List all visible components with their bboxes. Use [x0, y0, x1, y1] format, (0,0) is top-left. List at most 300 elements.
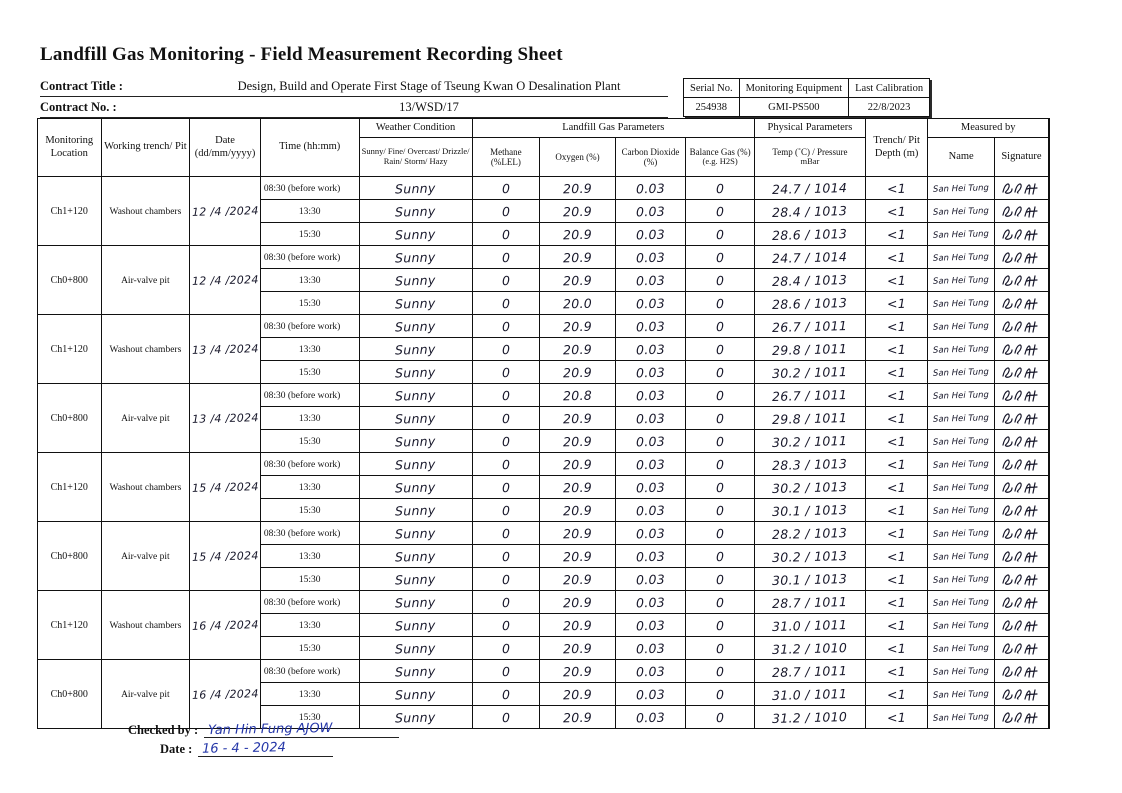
- name-cell: [928, 660, 995, 683]
- signature-cell: [994, 660, 1049, 683]
- header-balance-line1: Balance Gas (%): [689, 146, 751, 157]
- methane-cell: [472, 292, 540, 315]
- header-temp-line2: mBar: [800, 156, 820, 167]
- depth-cell-value: <1: [886, 571, 907, 587]
- balance-cell-value: 0: [715, 456, 725, 472]
- co2-cell-value: 0.03: [635, 663, 666, 679]
- name-cell-value: San Hei Tung: [933, 320, 990, 333]
- name-cell-value: San Hei Tung: [933, 412, 990, 425]
- temp-pressure-cell-value: 26.7 / 1011: [772, 317, 848, 335]
- temp-pressure-cell-value: 31.0 / 1011: [772, 685, 848, 703]
- contract-no-label: Contract No. :: [40, 99, 117, 114]
- temp-pressure-cell-value: 29.8 / 1011: [772, 409, 848, 427]
- depth-cell-value: <1: [886, 180, 907, 196]
- balance-cell-value: 0: [715, 364, 725, 380]
- name-cell-value: San Hei Tung: [933, 504, 990, 517]
- equipment-table: [683, 78, 930, 117]
- temp-pressure-cell: [754, 522, 865, 545]
- depth-cell: [865, 200, 928, 223]
- depth-cell: [865, 453, 928, 476]
- name-cell: [928, 292, 995, 315]
- temp-pressure-cell-value: 24.7 / 1014: [772, 179, 848, 197]
- depth-cell: [865, 637, 928, 660]
- oxygen-cell: [540, 476, 616, 499]
- time-cell-value: 15:30: [298, 643, 321, 654]
- methane-cell: [472, 177, 540, 200]
- time-cell-value: 08:30 (before work): [263, 528, 341, 539]
- signature-cell: [994, 200, 1049, 223]
- oxygen-cell-value: 20.9: [562, 341, 593, 357]
- temp-pressure-cell: [754, 384, 865, 407]
- oxygen-cell: [540, 200, 616, 223]
- oxygen-cell: [540, 568, 616, 591]
- methane-cell: [472, 499, 540, 522]
- name-cell: [928, 246, 995, 269]
- signature-cell: [994, 407, 1049, 430]
- name-cell-value: San Hei Tung: [933, 619, 990, 632]
- oxygen-cell: [540, 591, 616, 614]
- weather-cell-value: Sunny: [395, 639, 437, 657]
- temp-pressure-cell: [754, 637, 865, 660]
- temp-pressure-cell: [754, 200, 865, 223]
- weather-cell-value: Sunny: [395, 271, 437, 289]
- date-cell: [190, 246, 261, 315]
- table-row: [38, 591, 1050, 614]
- header-balance-line2: (e.g. H2S): [702, 156, 738, 167]
- co2-cell: [615, 430, 686, 453]
- weather-cell-value: Sunny: [395, 363, 437, 381]
- time-cell: [260, 568, 359, 591]
- methane-cell-value: 0: [501, 364, 511, 380]
- oxygen-cell: [540, 246, 616, 269]
- temp-pressure-cell-value: 31.2 / 1010: [772, 708, 848, 726]
- contract-no-row: [40, 97, 668, 118]
- depth-cell: [865, 315, 928, 338]
- header-depth: Trench/ Pit Depth (m): [865, 119, 928, 177]
- working-trench-cell: [101, 522, 190, 591]
- oxygen-cell: [540, 545, 616, 568]
- co2-cell: [615, 499, 686, 522]
- monitoring-location-cell: [38, 660, 102, 729]
- time-cell: [260, 384, 359, 407]
- temp-pressure-cell: [754, 177, 865, 200]
- monitoring-location-cell-value: Ch0+800: [50, 550, 88, 562]
- depth-cell: [865, 246, 928, 269]
- depth-cell-value: <1: [886, 226, 907, 242]
- temp-pressure-cell-value: 30.2 / 1013: [772, 478, 848, 496]
- methane-cell: [472, 269, 540, 292]
- methane-cell-value: 0: [501, 226, 511, 242]
- date-cell-value: 13 /4 /2024: [192, 341, 260, 357]
- co2-cell: [615, 384, 686, 407]
- weather-cell-value: Sunny: [395, 225, 437, 243]
- methane-cell: [472, 476, 540, 499]
- balance-cell-value: 0: [715, 663, 725, 679]
- weather-cell: [359, 476, 472, 499]
- working-trench-cell: [101, 384, 190, 453]
- date-cell: [190, 384, 261, 453]
- time-cell: [260, 315, 359, 338]
- weather-cell: [359, 591, 472, 614]
- name-cell-value: San Hei Tung: [933, 251, 990, 264]
- weather-cell: [359, 338, 472, 361]
- name-cell-value: San Hei Tung: [933, 688, 990, 701]
- signature-cell: [994, 568, 1049, 591]
- balance-cell: [686, 499, 755, 522]
- signature-cell: [994, 384, 1049, 407]
- time-cell: [260, 361, 359, 384]
- methane-cell: [472, 315, 540, 338]
- working-trench-cell: [101, 315, 190, 384]
- balance-cell-value: 0: [715, 433, 725, 449]
- co2-cell-value: 0.03: [635, 226, 666, 242]
- temp-pressure-cell: [754, 269, 865, 292]
- methane-cell-value: 0: [501, 433, 511, 449]
- time-cell: [260, 246, 359, 269]
- name-cell-value: San Hei Tung: [933, 596, 990, 609]
- date-cell: [190, 660, 261, 729]
- weather-cell-value: Sunny: [395, 524, 437, 542]
- table-row: [38, 384, 1050, 407]
- name-cell: [928, 453, 995, 476]
- co2-cell: [615, 200, 686, 223]
- co2-cell-value: 0.03: [635, 318, 666, 334]
- signature-cell: [994, 591, 1049, 614]
- oxygen-cell-value: 20.9: [562, 709, 593, 725]
- co2-cell-value: 0.03: [635, 341, 666, 357]
- header-oxygen: Oxygen (%): [540, 138, 616, 177]
- signature-scribble-icon: [1000, 272, 1042, 289]
- monitoring-location-cell: [38, 384, 102, 453]
- depth-cell: [865, 683, 928, 706]
- weather-cell-value: Sunny: [395, 409, 437, 427]
- oxygen-cell: [540, 407, 616, 430]
- equipment-calibration-header: Last Calibration: [849, 79, 930, 98]
- temp-pressure-cell-value: 30.1 / 1013: [772, 570, 848, 588]
- balance-cell-value: 0: [715, 686, 725, 702]
- checked-by-row: [128, 722, 399, 738]
- balance-cell-value: 0: [715, 318, 725, 334]
- working-trench-cell-value: Air-valve pit: [121, 689, 170, 700]
- methane-cell-value: 0: [501, 548, 511, 564]
- oxygen-cell: [540, 660, 616, 683]
- name-cell: [928, 499, 995, 522]
- time-cell-value: 15:30: [298, 505, 321, 516]
- time-cell-value: 15:30: [298, 574, 321, 585]
- weather-cell-value: Sunny: [395, 616, 437, 634]
- date-cell: [190, 177, 261, 246]
- name-cell: [928, 407, 995, 430]
- methane-cell: [472, 200, 540, 223]
- time-cell: [260, 476, 359, 499]
- balance-cell: [686, 384, 755, 407]
- oxygen-cell-value: 20.9: [562, 686, 593, 702]
- oxygen-cell: [540, 430, 616, 453]
- co2-cell: [615, 568, 686, 591]
- depth-cell-value: <1: [886, 272, 907, 288]
- date-cell-value: 15 /4 /2024: [192, 548, 260, 564]
- balance-cell-value: 0: [715, 203, 725, 219]
- weather-cell-value: Sunny: [395, 248, 437, 266]
- signature-cell: [994, 614, 1049, 637]
- balance-cell: [686, 591, 755, 614]
- co2-cell-value: 0.03: [635, 502, 666, 518]
- balance-cell-value: 0: [715, 594, 725, 610]
- signature-scribble-icon: [1000, 571, 1042, 588]
- oxygen-cell: [540, 614, 616, 637]
- weather-cell: [359, 246, 472, 269]
- temp-pressure-cell-value: 29.8 / 1011: [772, 340, 848, 358]
- temp-pressure-cell-value: 28.4 / 1013: [772, 202, 848, 220]
- name-cell: [928, 568, 995, 591]
- monitoring-location-cell-value: Ch1+120: [50, 343, 88, 355]
- balance-cell: [686, 522, 755, 545]
- depth-cell-value: <1: [886, 387, 907, 403]
- monitoring-location-cell-value: Ch1+120: [50, 205, 88, 217]
- depth-cell: [865, 545, 928, 568]
- weather-cell: [359, 568, 472, 591]
- depth-cell-value: <1: [886, 502, 907, 518]
- equipment-name-header: Monitoring Equipment: [739, 79, 849, 98]
- weather-cell: [359, 637, 472, 660]
- time-cell: [260, 637, 359, 660]
- depth-cell: [865, 568, 928, 591]
- date-cell: [190, 315, 261, 384]
- co2-cell: [615, 545, 686, 568]
- balance-cell: [686, 223, 755, 246]
- co2-cell: [615, 361, 686, 384]
- header-weather-group: Weather Condition: [359, 119, 472, 138]
- co2-cell-value: 0.03: [635, 456, 666, 472]
- co2-cell-value: 0.03: [635, 525, 666, 541]
- methane-cell-value: 0: [501, 594, 511, 610]
- depth-cell-value: <1: [886, 433, 907, 449]
- oxygen-cell-value: 20.9: [562, 525, 593, 541]
- signature-scribble-icon: [1000, 548, 1042, 565]
- methane-cell-value: 0: [501, 203, 511, 219]
- methane-cell: [472, 545, 540, 568]
- oxygen-cell-value: 20.9: [562, 364, 593, 380]
- depth-cell: [865, 292, 928, 315]
- co2-cell-value: 0.03: [635, 295, 666, 311]
- working-trench-cell-value: Washout chambers: [109, 206, 182, 217]
- time-cell-value: 08:30 (before work): [263, 321, 341, 332]
- oxygen-cell: [540, 269, 616, 292]
- signature-scribble-icon: [1000, 456, 1042, 473]
- equipment-serial-header: Serial No.: [684, 79, 740, 98]
- working-trench-cell: [101, 246, 190, 315]
- header-date: Date (dd/mm/yyyy): [190, 119, 261, 177]
- co2-cell-value: 0.03: [635, 433, 666, 449]
- signature-scribble-icon: [1000, 525, 1042, 542]
- header-temp-line1: Temp (˚C) / Pressure: [772, 146, 848, 157]
- time-cell-value: 08:30 (before work): [263, 597, 341, 608]
- contract-no-value: 13/WSD/17: [399, 99, 459, 114]
- temp-pressure-cell: [754, 338, 865, 361]
- balance-cell: [686, 430, 755, 453]
- depth-cell-value: <1: [886, 456, 907, 472]
- depth-cell: [865, 614, 928, 637]
- name-cell-value: San Hei Tung: [933, 458, 990, 471]
- oxygen-cell-value: 20.9: [562, 548, 593, 564]
- time-cell-value: 15:30: [298, 436, 321, 447]
- methane-cell: [472, 522, 540, 545]
- balance-cell: [686, 660, 755, 683]
- monitoring-table: [37, 118, 1050, 729]
- weather-cell-value: Sunny: [395, 386, 437, 404]
- temp-pressure-cell: [754, 683, 865, 706]
- methane-cell-value: 0: [501, 617, 511, 633]
- depth-cell: [865, 223, 928, 246]
- time-cell-value: 15:30: [298, 298, 321, 309]
- co2-cell: [615, 292, 686, 315]
- signature-cell: [994, 545, 1049, 568]
- date-cell-value: 13 /4 /2024: [192, 410, 260, 426]
- depth-cell: [865, 384, 928, 407]
- methane-cell: [472, 683, 540, 706]
- signature-scribble-icon: [1000, 594, 1042, 611]
- checked-date-label: Date :: [160, 742, 193, 756]
- weather-cell-value: Sunny: [395, 478, 437, 496]
- time-cell-value: 13:30: [298, 344, 321, 355]
- balance-cell-value: 0: [715, 525, 725, 541]
- name-cell: [928, 223, 995, 246]
- oxygen-cell: [540, 706, 616, 729]
- name-cell: [928, 430, 995, 453]
- time-cell: [260, 200, 359, 223]
- co2-cell-value: 0.03: [635, 203, 666, 219]
- signature-scribble-icon: [1000, 617, 1042, 634]
- temp-pressure-cell-value: 28.3 / 1013: [772, 455, 848, 473]
- oxygen-cell-value: 20.9: [562, 640, 593, 656]
- methane-cell-value: 0: [501, 640, 511, 656]
- time-cell: [260, 269, 359, 292]
- methane-cell-value: 0: [501, 272, 511, 288]
- signature-scribble-icon: [1000, 249, 1042, 266]
- balance-cell: [686, 614, 755, 637]
- signature-cell: [994, 223, 1049, 246]
- temp-pressure-cell: [754, 614, 865, 637]
- time-cell-value: 13:30: [298, 275, 321, 286]
- oxygen-cell: [540, 637, 616, 660]
- oxygen-cell: [540, 223, 616, 246]
- time-cell: [260, 591, 359, 614]
- temp-pressure-cell-value: 24.7 / 1014: [772, 248, 848, 266]
- signature-cell: [994, 683, 1049, 706]
- signature-scribble-icon: [1000, 709, 1042, 726]
- oxygen-cell-value: 20.8: [562, 387, 593, 403]
- weather-cell-value: Sunny: [395, 455, 437, 473]
- temp-pressure-cell-value: 30.2 / 1013: [772, 547, 848, 565]
- co2-cell-value: 0.03: [635, 180, 666, 196]
- signature-scribble-icon: [1000, 226, 1042, 243]
- co2-cell: [615, 223, 686, 246]
- signature-cell: [994, 246, 1049, 269]
- balance-cell: [686, 361, 755, 384]
- signature-cell: [994, 361, 1049, 384]
- weather-cell: [359, 223, 472, 246]
- signature-cell: [994, 637, 1049, 660]
- co2-cell-value: 0.03: [635, 686, 666, 702]
- weather-cell-value: Sunny: [395, 593, 437, 611]
- time-cell: [260, 522, 359, 545]
- time-cell-value: 13:30: [298, 413, 321, 424]
- weather-cell: [359, 315, 472, 338]
- name-cell: [928, 338, 995, 361]
- depth-cell-value: <1: [886, 548, 907, 564]
- weather-cell-value: Sunny: [395, 547, 437, 565]
- table-row: [38, 660, 1050, 683]
- temp-pressure-cell: [754, 453, 865, 476]
- name-cell: [928, 177, 995, 200]
- checked-date-value: 16 - 4 - 2024: [202, 740, 287, 757]
- methane-cell-value: 0: [501, 318, 511, 334]
- header-gas-group: Landfill Gas Parameters: [472, 119, 754, 138]
- co2-cell-value: 0.03: [635, 249, 666, 265]
- methane-cell: [472, 706, 540, 729]
- header-temp-pressure: [754, 138, 865, 177]
- time-cell: [260, 407, 359, 430]
- contract-title-row: [40, 76, 668, 97]
- name-cell: [928, 591, 995, 614]
- methane-cell: [472, 660, 540, 683]
- co2-cell: [615, 338, 686, 361]
- signature-scribble-icon: [1000, 686, 1042, 703]
- temp-pressure-cell-value: 31.0 / 1011: [772, 616, 848, 634]
- balance-cell: [686, 338, 755, 361]
- working-trench-cell: [101, 177, 190, 246]
- balance-cell-value: 0: [715, 295, 725, 311]
- temp-pressure-cell: [754, 246, 865, 269]
- time-cell-value: 08:30 (before work): [263, 183, 341, 194]
- oxygen-cell-value: 20.9: [562, 249, 593, 265]
- signature-scribble-icon: [1000, 203, 1042, 220]
- header-time: Time (hh:mm): [260, 119, 359, 177]
- depth-cell-value: <1: [886, 640, 907, 656]
- signature-scribble-icon: [1000, 180, 1042, 197]
- time-cell-value: 13:30: [298, 620, 321, 631]
- name-cell: [928, 706, 995, 729]
- name-cell-value: San Hei Tung: [933, 343, 990, 356]
- time-cell: [260, 545, 359, 568]
- working-trench-cell-value: Air-valve pit: [121, 275, 170, 286]
- co2-cell: [615, 269, 686, 292]
- temp-pressure-cell: [754, 430, 865, 453]
- depth-cell-value: <1: [886, 686, 907, 702]
- page-title: Landfill Gas Monitoring - Field Measurement Recording Sheet: [40, 44, 563, 65]
- header-group-row: [38, 119, 1050, 138]
- header-co2: Carbon Dioxide (%): [615, 138, 686, 177]
- weather-cell: [359, 407, 472, 430]
- co2-cell-value: 0.03: [635, 410, 666, 426]
- checked-date-row: [160, 741, 399, 757]
- oxygen-cell-value: 20.9: [562, 594, 593, 610]
- signature-scribble-icon: [1000, 318, 1042, 335]
- balance-cell-value: 0: [715, 709, 725, 725]
- oxygen-cell: [540, 338, 616, 361]
- name-cell-value: San Hei Tung: [933, 274, 990, 287]
- monitoring-location-cell: [38, 177, 102, 246]
- signature-cell: [994, 292, 1049, 315]
- name-cell-value: San Hei Tung: [933, 481, 990, 494]
- time-cell: [260, 292, 359, 315]
- header-measured-by: Measured by: [928, 119, 1049, 138]
- depth-cell-value: <1: [886, 525, 907, 541]
- name-cell: [928, 200, 995, 223]
- balance-cell-value: 0: [715, 571, 725, 587]
- temp-pressure-cell: [754, 223, 865, 246]
- temp-pressure-cell: [754, 361, 865, 384]
